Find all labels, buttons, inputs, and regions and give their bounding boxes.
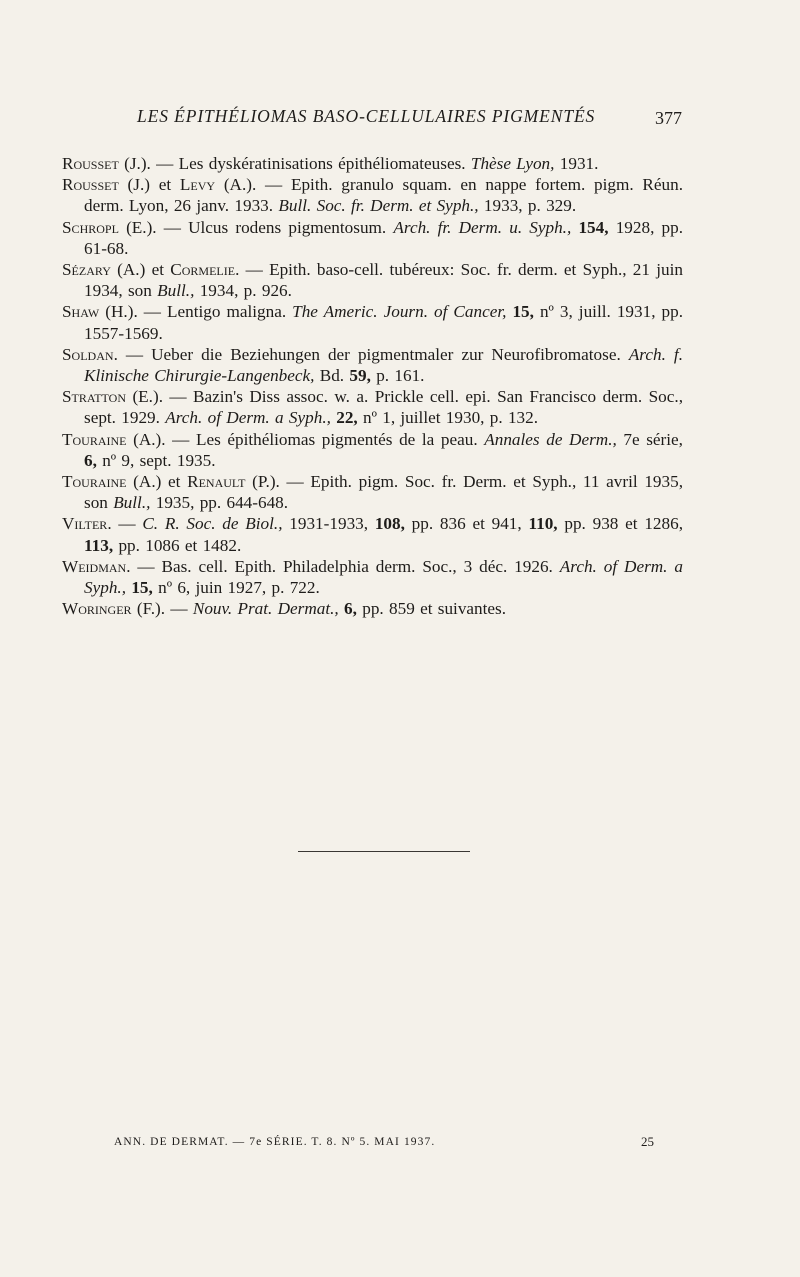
volume-number: 154, (578, 217, 609, 237)
reference-text: 1931. (554, 154, 599, 173)
author-name: Renault (187, 472, 246, 492)
page-footer (114, 1136, 654, 1156)
reference-text: 1934, p. 926. (194, 281, 292, 301)
source-title: Nouv. Prat. Dermat., (192, 599, 339, 619)
volume-number: 15, (512, 302, 534, 322)
reference-text: 1935, pp. 644-648. (150, 493, 289, 513)
author-name: Rousset (62, 154, 119, 173)
reference-text: (J.). — Les dyskératinisations épithéliomateuses. (118, 154, 471, 173)
reference-text: nº 9, sept. 1935. (96, 450, 216, 470)
reference-entry (62, 598, 683, 619)
reference-text: (A.) et (126, 472, 188, 492)
page-number: 377 (655, 108, 682, 128)
reference-entry (62, 513, 683, 555)
author-name: Touraine (62, 472, 127, 492)
reference-text: 1931-1933, (282, 514, 375, 534)
reference-entry (62, 259, 683, 301)
source-title: Arch. of Derm. a Syph., (84, 556, 683, 598)
reference-entry (62, 386, 683, 428)
reference-text: pp. 836 et 941, (404, 514, 529, 534)
volume-number: 108, (374, 514, 405, 534)
source-title: C. R. Soc. de Biol., (142, 514, 283, 534)
volume-number: 15, (131, 578, 153, 598)
reference-text: . — Ueber die Beziehungen der pigmentmaler zur Neurofibromatose. (113, 344, 629, 364)
reference-text: (F.). — (131, 599, 193, 619)
running-header (62, 106, 682, 136)
reference-entry (62, 301, 683, 343)
journal-signature: ANN. DE DERMAT. — 7e SÉRIE. T. 8. Nº 5. MAI 1937. (114, 1136, 436, 1148)
reference-entry (62, 344, 683, 386)
reference-text: . — Bas. cell. Epith. Philadelphia derm. Soc., 3 déc. 1926. (126, 556, 560, 576)
source-title: Arch. fr. Derm. u. Syph., (393, 217, 572, 237)
author-name: Shaw (62, 302, 100, 322)
reference-text: . — Epith. baso-cell. tubéreux: Soc. fr. derm. et Syph., 21 juin 1934, son (84, 260, 683, 301)
reference-text: pp. 938 et 1286, (557, 514, 683, 534)
reference-text: (P.). — Epith. pigm. Soc. fr. Derm. et Syph., 11 avril 1935, son (84, 472, 684, 513)
reference-entry (62, 153, 683, 174)
author-name: Levy (179, 175, 216, 195)
author-name: Sézary (62, 260, 111, 280)
author-name: Cormelie (170, 260, 236, 280)
reference-text: 7e série, (616, 429, 683, 449)
reference-entry (62, 174, 683, 216)
author-name: Rousset (62, 175, 119, 195)
reference-text: nº 1, juillet 1930, p. 132. (357, 408, 539, 428)
author-name: Vilter (62, 514, 108, 534)
author-name: Touraine (62, 429, 127, 449)
source-title: The Americ. Journ. of Cancer, (292, 302, 507, 322)
author-name: Soldan (62, 344, 114, 364)
reference-text: (H.). — Lentigo maligna. (99, 302, 293, 322)
reference-text: p. 161. (370, 366, 425, 386)
author-name: Weidman (62, 556, 127, 576)
source-title: Bull., (157, 281, 195, 301)
reference-text: (E.). — Ulcus rodens pigmentosum. (118, 217, 394, 237)
reference-text: pp. 1086 et 1482. (113, 535, 242, 555)
volume-number: 110, (528, 514, 558, 534)
source-title: Annales de Derm., (484, 429, 617, 449)
volume-number: 59, (349, 366, 371, 386)
author-name: Stratton (62, 387, 127, 407)
volume-number: 22, (336, 408, 358, 428)
reference-text: . — (107, 514, 143, 534)
volume-number: 113, (84, 535, 114, 555)
reference-text: nº 6, juin 1927, p. 722. (152, 578, 320, 598)
reference-text: (E.). — Bazin's Diss assoc. w. a. Prickle cell. epi. San Francisco derm. Soc., sept. 1929. (84, 387, 683, 428)
reference-text: (A.) et (110, 260, 171, 280)
reference-text: pp. 859 et suivantes. (356, 599, 507, 619)
reference-text: Bd. (314, 366, 350, 386)
source-title: Arch. f. Klinische Chirurgie-Langenbeck, (84, 344, 683, 386)
volume-number: 6, (344, 599, 357, 619)
source-title: Bull. Soc. fr. Derm. et Syph., (278, 196, 479, 216)
reference-text: (A.). — Epith. granulo squam. en nappe fortem. pigm. Réun. derm. Lyon, 26 janv. 1933. (84, 175, 683, 216)
reference-text: 1933, p. 329. (478, 196, 577, 216)
reference-text: (J.) et (118, 175, 180, 195)
reference-entry (62, 556, 683, 598)
author-name: Woringer (62, 599, 132, 619)
section-divider (298, 851, 470, 852)
reference-entry (62, 429, 683, 471)
reference-entry (62, 217, 683, 259)
volume-number: 6, (84, 450, 97, 470)
reference-text: (A.). — Les épithéliomas pigmentés de la peau. (126, 429, 485, 449)
author-name: Schropl (62, 217, 119, 237)
source-title: Bull., (113, 493, 151, 513)
reference-text: 1928, pp. 61-68. (84, 217, 684, 258)
sheet-number: 25 (641, 1134, 654, 1149)
reference-entry (62, 471, 683, 513)
running-title: LES ÉPITHÉLIOMAS BASO-CELLULAIRES PIGMENTÉS (137, 106, 596, 126)
source-title: Thèse Lyon, (470, 154, 555, 173)
source-title: Arch. of Derm. a Syph., (165, 408, 331, 428)
bibliography-list (62, 153, 683, 619)
reference-text: nº 3, juill. 1931, pp. 1557-1569. (84, 302, 684, 343)
